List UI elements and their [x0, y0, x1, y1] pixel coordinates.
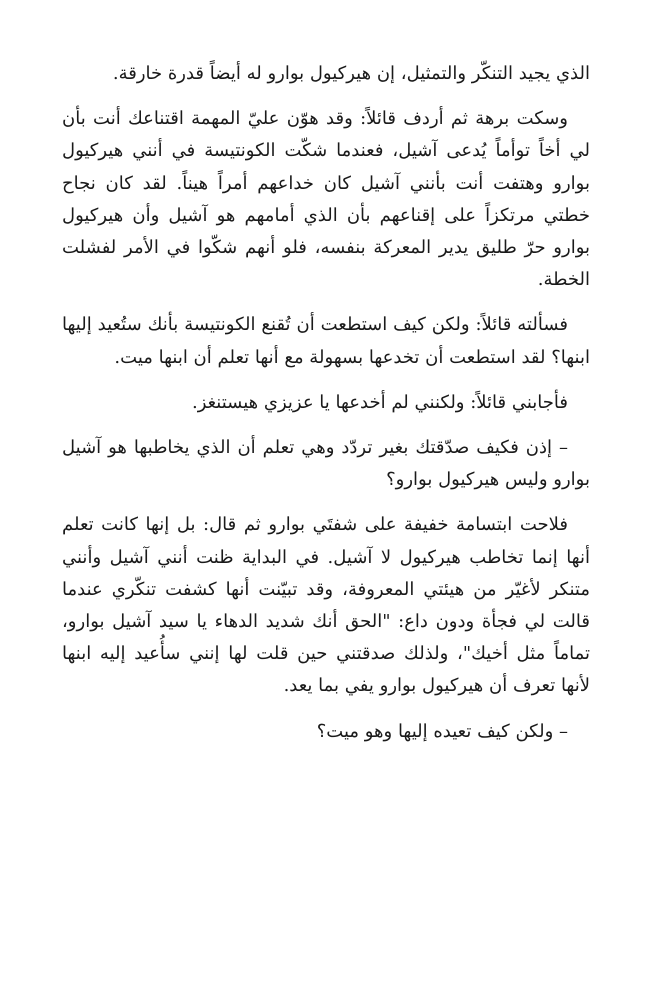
paragraph-3: فسألته قائلاً: ولكن كيف استطعت أن تُقنع الكونتيسة بأنك ستُعيد إليها ابنها؟ لقد استطعت أن تخدعها بسهولة مع أنها تعلم أن ابنها ميت.	[62, 314, 590, 368]
paragraph-2: وسكت برهة ثم أردف قائلاً: وقد هوّن عليّ المهمة اقتناعك أنت بأن لي أخاً توأماً يُدعى آشيل، فعندما شكّت الكونتيسة في أنني هيركيول بوارو وهتفت أنت بأنني آشيل كان خداعهم أمراً هيناً. لقد كان نجاح خطتي مرتكزاً على إقناعهم بأن الذي أمامهم هو آشيل وأن هيركيول بوارو حرّ طليق يدير المعركة بنفسه، فلو أنهم شكّوا في الأمر لفشلت الخطة.	[62, 108, 590, 291]
paragraph-1: الذي يجيد التنكّر والتمثيل، إن هيركيول بوارو له أيضاً قدرة خارقة.	[112, 63, 590, 84]
paragraph-6: فلاحت ابتسامة خفيفة على شفتَي بوارو ثم قال: بل إنها كانت تعلم أنها إنما تخاطب هيركيول لا آشيل. في البداية ظنت أنني آشيل وأنني متنكر لأغيّر من هيئتي المعروفة، وقد تبيّنت أنها كشفت تنكّري عندما قالت لي فجأة ودون داع: "الحق أنك شديد الدهاء يا سيد آشيل بوارو، تماماً مثل أخيك"، ولذلك صدقتني حين قلت لها إنني سأُعيد إليه ابنها لأنها تعرف أن هيركيول بوارو يفي بما يعد.	[62, 514, 590, 697]
paragraph-5: – إذن فكيف صدّقتك بغير تردّد وهي تعلم أن الذي يخاطبها هو آشيل بوارو وليس هيركيول بوارو؟	[62, 437, 590, 491]
paragraph-4: فأجابني قائلاً: ولكنني لم أخدعها يا عزيزي هيستنغز.	[191, 391, 568, 413]
paragraph-7: – ولكن كيف تعيده إليها وهو ميت؟	[316, 720, 568, 742]
book-page	[62, 58, 590, 748]
